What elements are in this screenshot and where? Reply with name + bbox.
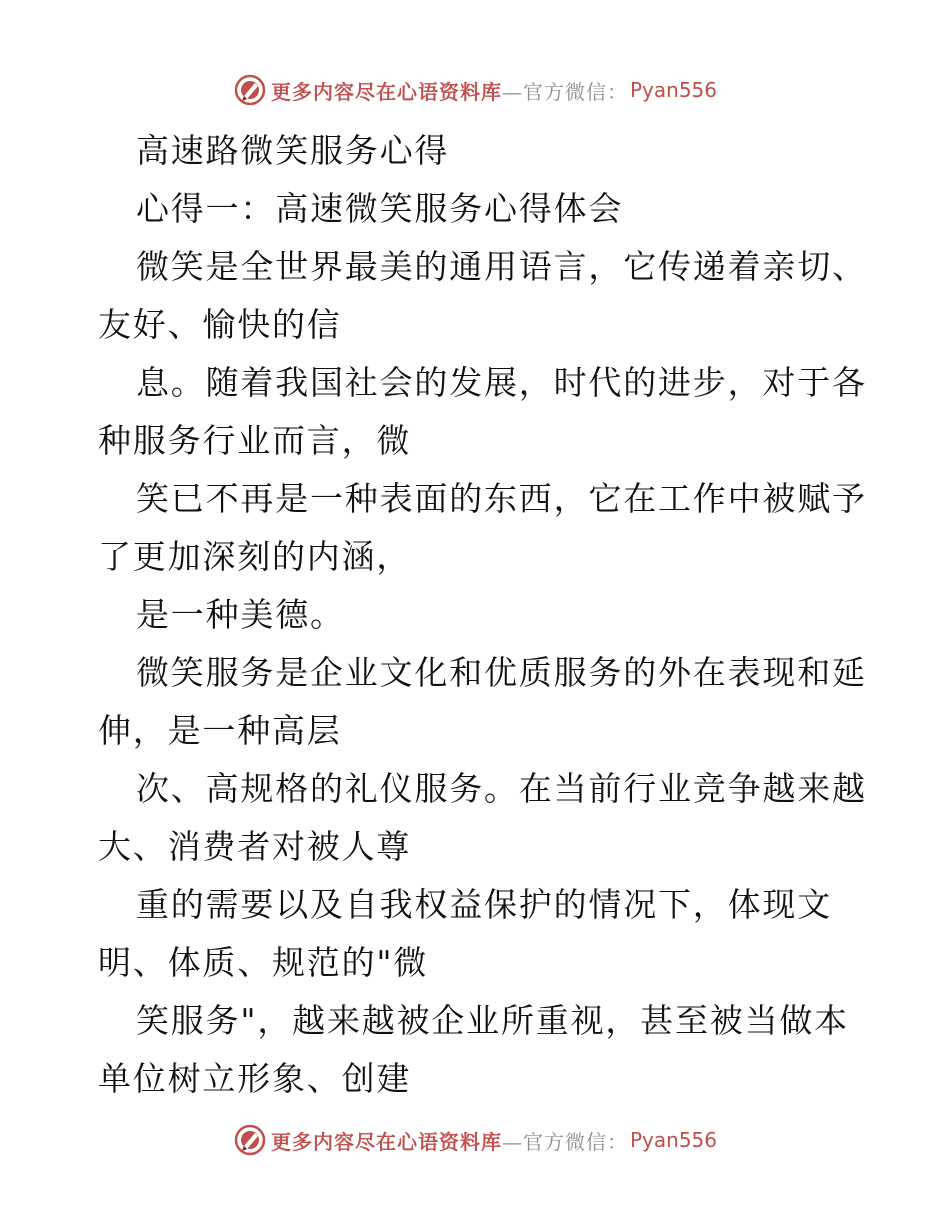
banner-wechat-id: Pyan556 bbox=[629, 78, 717, 102]
banner-main-text: 更多内容尽在心语资料库 bbox=[270, 79, 502, 104]
text-line: 重的需要以及自我权益保护的情况下，体现文 bbox=[136, 885, 832, 924]
text-line: 单位树立形象、创建 bbox=[98, 1059, 412, 1098]
document-body bbox=[98, 122, 867, 1108]
text-line: 是一种美德。 bbox=[136, 595, 345, 634]
text-line: 微笑服务是企业文化和优质服务的外在表现和延 bbox=[136, 653, 867, 692]
banner-dash-text: —官方微信： bbox=[501, 1129, 628, 1154]
text-line: 息。随着我国社会的发展，时代的进步，对于各 bbox=[136, 363, 867, 402]
text-line: 友好、愉快的信 bbox=[98, 305, 342, 344]
document-title: 高速路微笑服务心得 bbox=[136, 131, 450, 170]
text-line: 伸，是一种高层 bbox=[98, 711, 342, 750]
header-banner bbox=[0, 70, 950, 110]
text-line: 大、消费者对被人尊 bbox=[98, 827, 412, 866]
banner-main-text: 更多内容尽在心语资料库 bbox=[270, 1129, 502, 1154]
text-line: 笑服务"，越来越被企业所重视，甚至被当做本 bbox=[136, 1001, 849, 1040]
banner-wechat-id: Pyan556 bbox=[629, 1128, 717, 1152]
text-line: 次、高规格的礼仪服务。在当前行业竞争越来越 bbox=[136, 769, 867, 808]
text-line: 种服务行业而言，微 bbox=[98, 421, 412, 460]
pen-nib-logo-icon bbox=[233, 1123, 267, 1157]
text-line: 了更加深刻的内涵， bbox=[98, 537, 412, 576]
text-line: 微笑是全世界最美的通用语言，它传递着亲切、 bbox=[136, 247, 867, 286]
banner-dash-text: —官方微信： bbox=[501, 79, 628, 104]
pen-nib-logo-icon bbox=[233, 73, 267, 107]
text-line: 明、体质、规范的"微 bbox=[98, 943, 429, 982]
text-line: 笑已不再是一种表面的东西，它在工作中被赋予 bbox=[136, 479, 867, 518]
document-subtitle: 心得一：高速微笑服务心得体会 bbox=[136, 189, 624, 228]
footer-banner bbox=[0, 1120, 950, 1160]
